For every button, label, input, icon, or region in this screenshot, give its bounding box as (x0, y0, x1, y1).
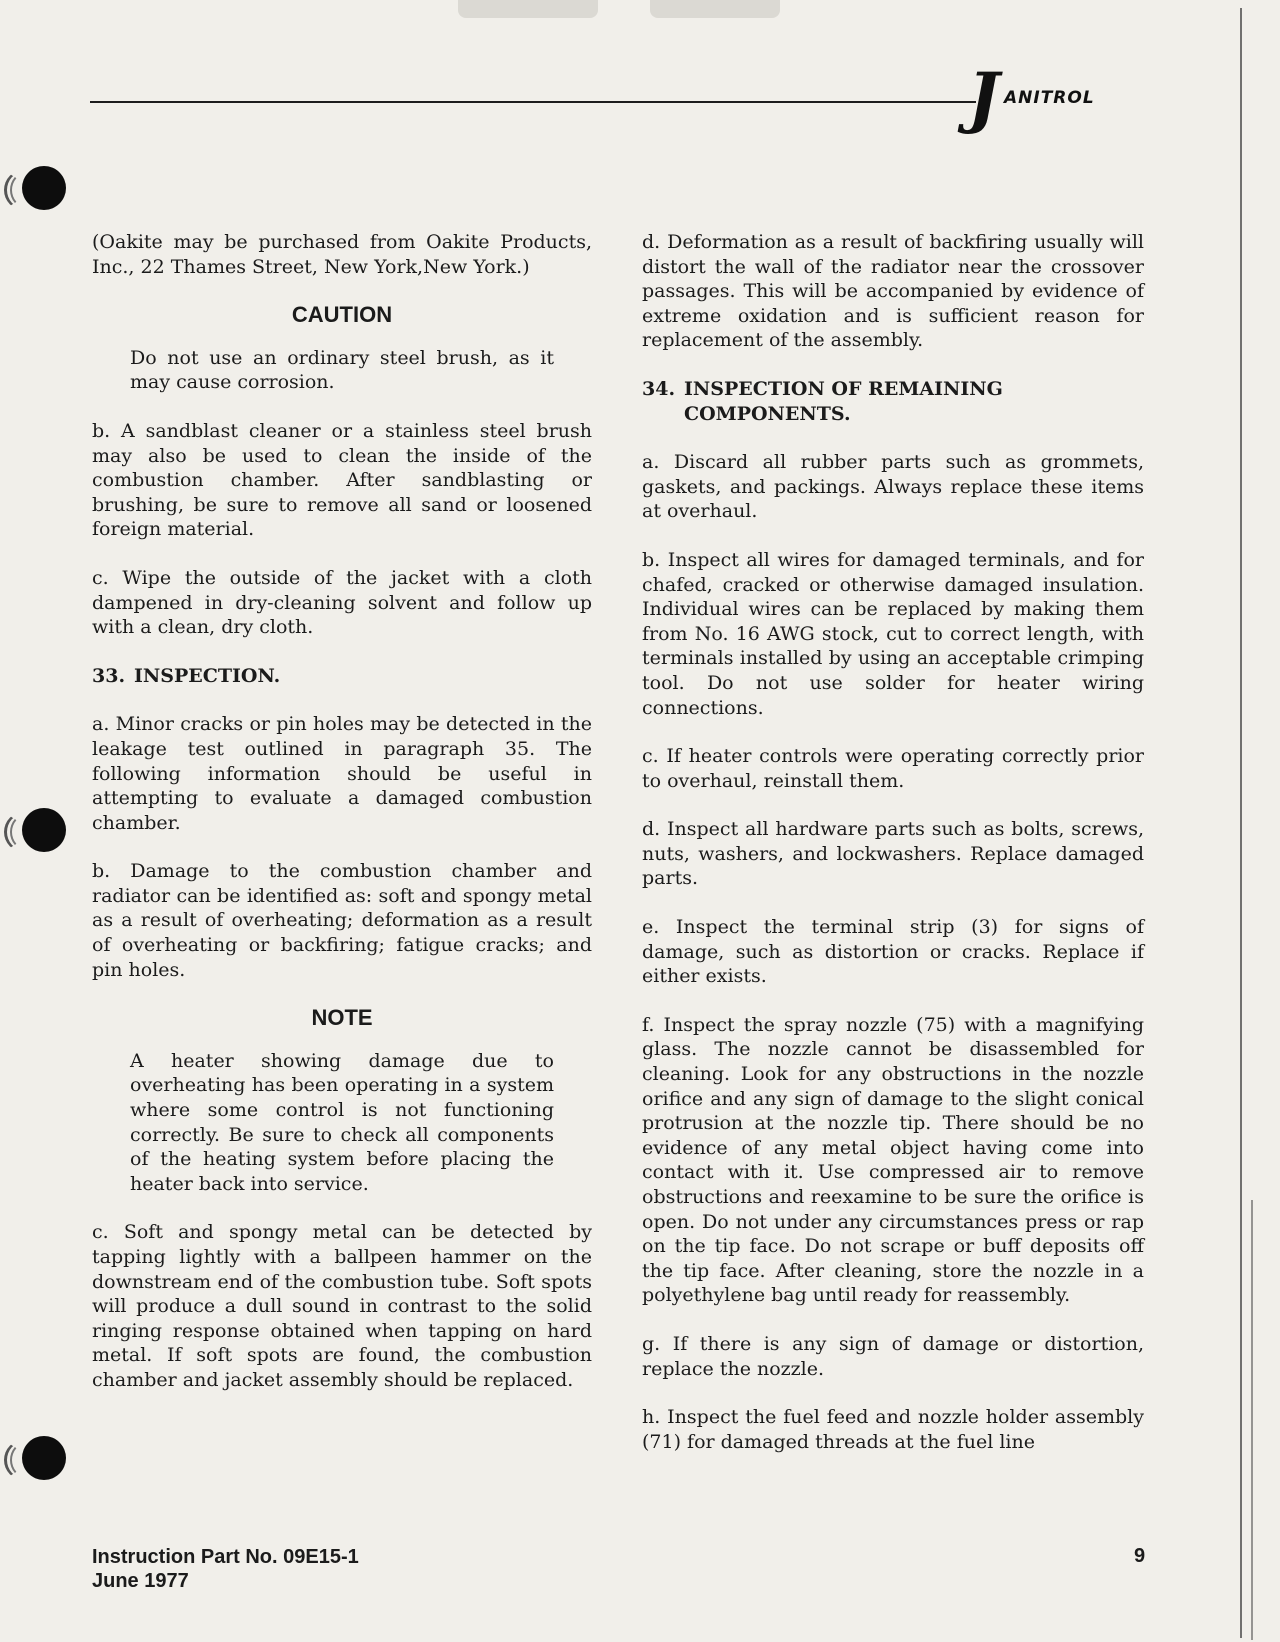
remaining-a: a. Discard all rubber parts such as grommets, gaskets, and packings. Always replace these items at overhaul. (642, 451, 1144, 523)
page-edge-line (1251, 1200, 1253, 1640)
remaining-b: b. Inspect all wires for damaged terminals, and for chafed, cracked or otherwise damaged insulation. Individual wires can be replaced by making them from No. 16 AWG stock, cut to correct length, with terminals installed by using an acceptable crimping tool. Do not use solder for heater wiring connections. (642, 548, 1144, 719)
page-number: 9 (1134, 1545, 1146, 1567)
right-column (642, 230, 1144, 1478)
footer-info (92, 1545, 359, 1593)
scan-smudge (458, 0, 598, 18)
section-34-heading (642, 377, 1144, 426)
page-edge-line (1240, 8, 1242, 1638)
remaining-f: f. Inspect the spray nozzle (75) with a magnifying glass. The nozzle cannot be disassembled for cleaning. Look for any obstructions in the nozzle orifice and any sign of damage to the slight conical protrusion at the nozzle tip. There should be no evidence of any metal object having come into contact with it. Use compressed air to remove obstructions and reexamine to be sure the orifice is open. Do not under any circumstances press or rap on the tip face. Do not scrape or buff deposits off the tip face. After cleaning, store the nozzle in a polyethylene bag until ready for reassembly. (642, 1013, 1144, 1307)
publication-date: June 1977 (92, 1570, 189, 1592)
section-33-heading (92, 664, 592, 689)
remaining-d: d. Inspect all hardware parts such as bolts, screws, nuts, washers, and lockwashers. Replace damaged parts. (642, 818, 1144, 890)
inspection-b: b. Damage to the combustion chamber and radiator can be identified as: soft and spongy metal as a result of overheating; deformation as a result of overheating or backfiring; fatigue cracks; and pin holes. (92, 860, 592, 981)
section-number: 34. (642, 377, 676, 400)
binder-hole-icon (0, 158, 70, 218)
logo-initial: J (968, 58, 1000, 136)
binder-hole-icon (0, 1428, 70, 1488)
remaining-g: g. If there is any sign of damage or distortion, replace the nozzle. (642, 1332, 1144, 1380)
inspection-a: a. Minor cracks or pin holes may be detected in the leakage test outlined in paragraph 35. The following information should be useful in attempting to evaluate a damaged combustion chamber. (92, 713, 592, 834)
scan-smudge (650, 0, 780, 18)
paragraph-b: b. A sandblast cleaner or a stainless steel brush may also be used to clean the inside of the combustion chamber. After sandblasting or brushing, be sure to remove all sand or loosened foreign material. (92, 419, 592, 541)
remaining-h: h. Inspect the fuel feed and nozzle holder assembly (71) for damaged threads at the fuel line (642, 1406, 1144, 1453)
inspection-c: c. Soft and spongy metal can be detected by tapping lightly with a ballpeen hammer on the downstream end of the combustion tube. Soft spots will produce a dull sound in contrast to the solid ringing response obtained when tapping on hard metal. If soft spots are found, the combustion chamber and jacket assembly should be replaced. (92, 1221, 592, 1391)
binder-hole-icon (0, 800, 70, 860)
logo-wordmark: ANITROL (1004, 88, 1095, 108)
instruction-part-number: Instruction Part No. 09E15-1 (92, 1546, 359, 1568)
remaining-e: e. Inspect the terminal strip (3) for signs of damage, such as distortion or cracks. Replace if either exists. (642, 916, 1144, 988)
inspection-d: d. Deformation as a result of backfiring usually will distort the wall of the radiator near the crossover passages. This will be accompanied by evidence of extreme oxidation and is sufficient reason for replacement of the assembly. (642, 231, 1144, 352)
caution-text: Do not use an ordinary steel brush, as it may cause corrosion. (130, 346, 554, 394)
section-title: INSPECTION. (134, 664, 281, 687)
paragraph-c: c. Wipe the outside of the jacket with a cloth dampened in dry-cleaning solvent and follow up with a clean, dry cloth. (92, 566, 592, 639)
header-rule (90, 101, 976, 103)
section-number: 33. (92, 664, 126, 687)
oakite-note: (Oakite may be purchased from Oakite Products, Inc., 22 Thames Street, New York,New York.) (92, 231, 592, 278)
caution-heading: CAUTION (291, 302, 393, 328)
janitrol-logo (968, 58, 1158, 136)
note-heading: NOTE (311, 1005, 373, 1031)
note-text: A heater showing damage due to overheating has been operating in a system where some control is not functioning correctly. Be sure to check all components of the heating system before placing the heater back into service. (130, 1049, 554, 1195)
section-title-line2: COMPONENTS. (684, 402, 851, 425)
remaining-c: c. If heater controls were operating correctly prior to overhaul, reinstall them. (642, 745, 1144, 792)
left-column (92, 230, 592, 1417)
section-title-line1: INSPECTION OF REMAINING (684, 377, 1003, 400)
